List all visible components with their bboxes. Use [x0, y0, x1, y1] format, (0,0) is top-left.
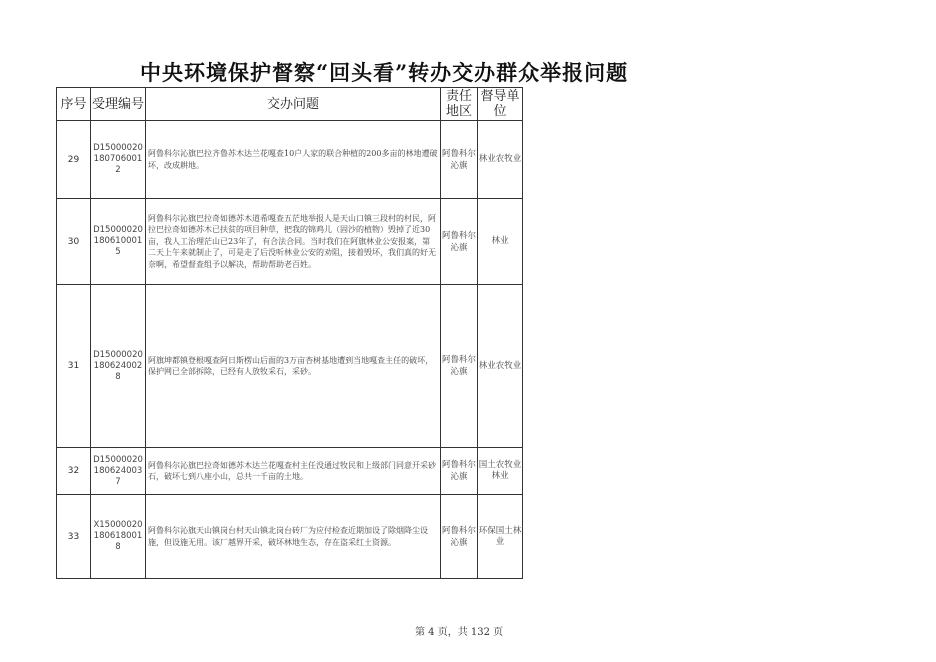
header-unit: 督导单位 — [478, 88, 523, 121]
header-issue: 交办问题 — [146, 88, 441, 121]
cell-no: 32 — [57, 448, 91, 495]
table-header-row — [57, 88, 523, 121]
cell-id: D150000201806240037 — [91, 448, 146, 495]
page-number: 第 4 页，共 132 页 — [415, 627, 504, 638]
cell-unit: 环保国土林业 — [478, 495, 523, 579]
cell-area: 阿鲁科尔沁旗 — [441, 121, 478, 199]
table-row — [57, 495, 523, 579]
cell-unit: 林业 — [478, 199, 523, 285]
cell-id: D150000201806100015 — [91, 199, 146, 285]
cell-issue: 阿鲁科尔沁旗天山镇岗台村天山镇北岗台砖厂为应付检查近期加设了除烟降尘设施，但设施无用。该厂越界开采，破坏林地生态，存在盗采红土资源。 — [146, 495, 441, 579]
cell-unit: 国土农牧业林业 — [478, 448, 523, 495]
cell-area: 阿鲁科尔沁旗 — [441, 448, 478, 495]
cell-no: 31 — [57, 285, 91, 448]
table-row — [57, 448, 523, 495]
cell-issue: 阿鲁科尔沁旗巴拉齐鲁苏木达兰花嘎查10户人家的联合种植的200多亩的林地遭破坏，改成耕地。 — [146, 121, 441, 199]
cell-area: 阿鲁科尔沁旗 — [441, 285, 478, 448]
header-area: 责任地区 — [441, 88, 478, 121]
header-no: 序号 — [57, 88, 91, 121]
table-row — [57, 121, 523, 199]
table-row — [57, 199, 523, 285]
title-clip — [140, 58, 629, 88]
issues-table — [56, 87, 523, 579]
cell-issue: 阿鲁科尔沁旗巴拉奇如德苏木道希嘎查五茫地举报人是天山口镇三段村的村民，阿拉巴拉奇如德苏木已扶贫的项目种草，把我的锦鸡儿（固沙的植物）毁掉了近30亩，我人工治理茫山已23年了，有合法合同。当时我们在阿旗林业公安报案，第二天上午来就制止了，可是走了后没听林业公安的劝阻，接着毁坏，我们真的好无奈啊，希望督查组予以解决，帮助帮助老百姓。 — [146, 199, 441, 285]
cell-no: 33 — [57, 495, 91, 579]
cell-unit: 林业农牧业 — [478, 121, 523, 199]
table-row — [57, 285, 523, 448]
cell-id: D150000201807060012 — [91, 121, 146, 199]
cell-no: 29 — [57, 121, 91, 199]
page-title: 中央环境保护督察“回头看”转办交办群众举报问题 — [140, 60, 629, 85]
cell-no: 30 — [57, 199, 91, 285]
cell-issue: 阿旗坤都镇登根嘎查阿日斯楞山后面的3万亩杏树基地遭到当地嘎查主任的破坏，保护网已全部拆除，已经有人放牧采石，采砂。 — [146, 285, 441, 448]
header-id: 受理编号 — [91, 88, 146, 121]
cell-id: D150000201806240028 — [91, 285, 146, 448]
cell-id: X150000201806180018 — [91, 495, 146, 579]
cell-area: 阿鲁科尔沁旗 — [441, 495, 478, 579]
cell-area: 阿鲁科尔沁旗 — [441, 199, 478, 285]
cell-issue: 阿鲁科尔沁旗巴拉奇如德苏木达兰花嘎查村主任没通过牧民和上级部门同意开采砂石，破坏七到八座小山，总共一千亩的土地。 — [146, 448, 441, 495]
cell-unit: 林业农牧业 — [478, 285, 523, 448]
